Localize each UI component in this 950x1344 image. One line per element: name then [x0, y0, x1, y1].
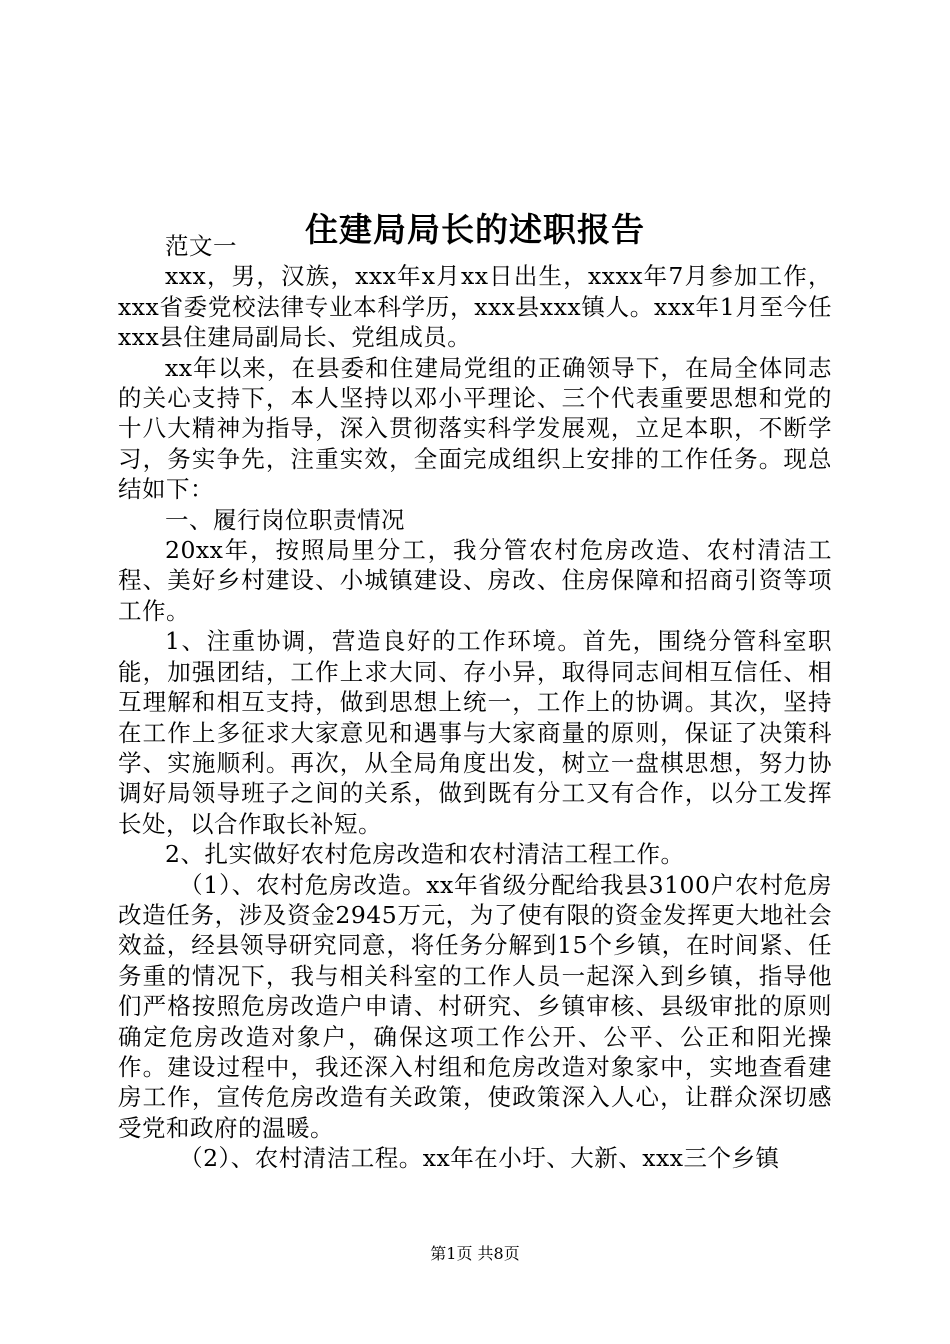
section-heading-duties: 一、履行岗位职责情况: [165, 505, 405, 534]
paragraph-personal-info: xxx，男，汉族，xxx年x月xx日出生，xxxx年7月参加工作，xxx省委党校法律专业本科学历，xxx县xxx镇人。xxx年1月至今任xxx县住建局副局长、党组成员。: [118, 262, 832, 352]
paragraph-introduction: xx年以来，在县委和住建局党组的正确领导下，在局全体同志的关心支持下，本人坚持以邓小平理论、三个代表重要思想和党的十八大精神为指导，深入贯彻落实科学发展观，立足本职，不断学习，务实争先，注重实效，全面完成组织上安排的工作任务。现总结如下：: [118, 353, 832, 504]
page-number-footer: 第1页 共8页: [430, 1244, 520, 1263]
paragraph-division-of-work: 20xx年，按照局里分工，我分管农村危房改造、农村清洁工程、美好乡村建设、小城镇建设、房改、住房保障和招商引资等项工作。: [118, 536, 832, 625]
paragraph-sample-label: 范文一: [165, 232, 237, 260]
paragraph-rural-work-heading: 2、扎实做好农村危房改造和农村清洁工程工作。: [165, 840, 685, 869]
document-title: 住建局局长的述职报告: [305, 210, 645, 250]
paragraph-coordination: 1、注重协调，营造良好的工作环境。首先，围绕分管科室职能，加强团结，工作上求大同、存小异，取得同志间相互信任、相互理解和相互支持，做到思想上统一，工作上的协调。其次，坚持在工作上多征求大家意见和遇事与大家商量的原则，保证了决策科学、实施顺利。再次，从全局角度出发，树立一盘棋思想，努力协调好局领导班子之间的关系，做到既有分工又有合作，以分工发挥长处，以合作取长补短。: [118, 627, 832, 838]
paragraph-clean-project: （2）、农村清洁工程。xx年在小圩、大新、xxx三个乡镇: [179, 1144, 780, 1173]
document-body: [118, 231, 832, 1174]
paragraph-dangerous-housing: （1）、农村危房改造。xx年省级分配给我县3100户农村危房改造任务，涉及资金2945万元，为了使有限的资金发挥更大地社会效益，经县领导研究同意，将任务分解到15个乡镇，在时间紧、任务重的情况下，我与相关科室的工作人员一起深入到乡镇，指导他们严格按照危房改造户申请、村研究、乡镇审核、县级审批的原则确定危房改造对象户，确保这项工作公开、公平、公正和阳光操作。建设过程中，我还深入村组和危房改造对象家中，实地查看建房工作，宣传危房改造有关政策，使政策深入人心，让群众深切感受党和政府的温暖。: [118, 870, 832, 1142]
